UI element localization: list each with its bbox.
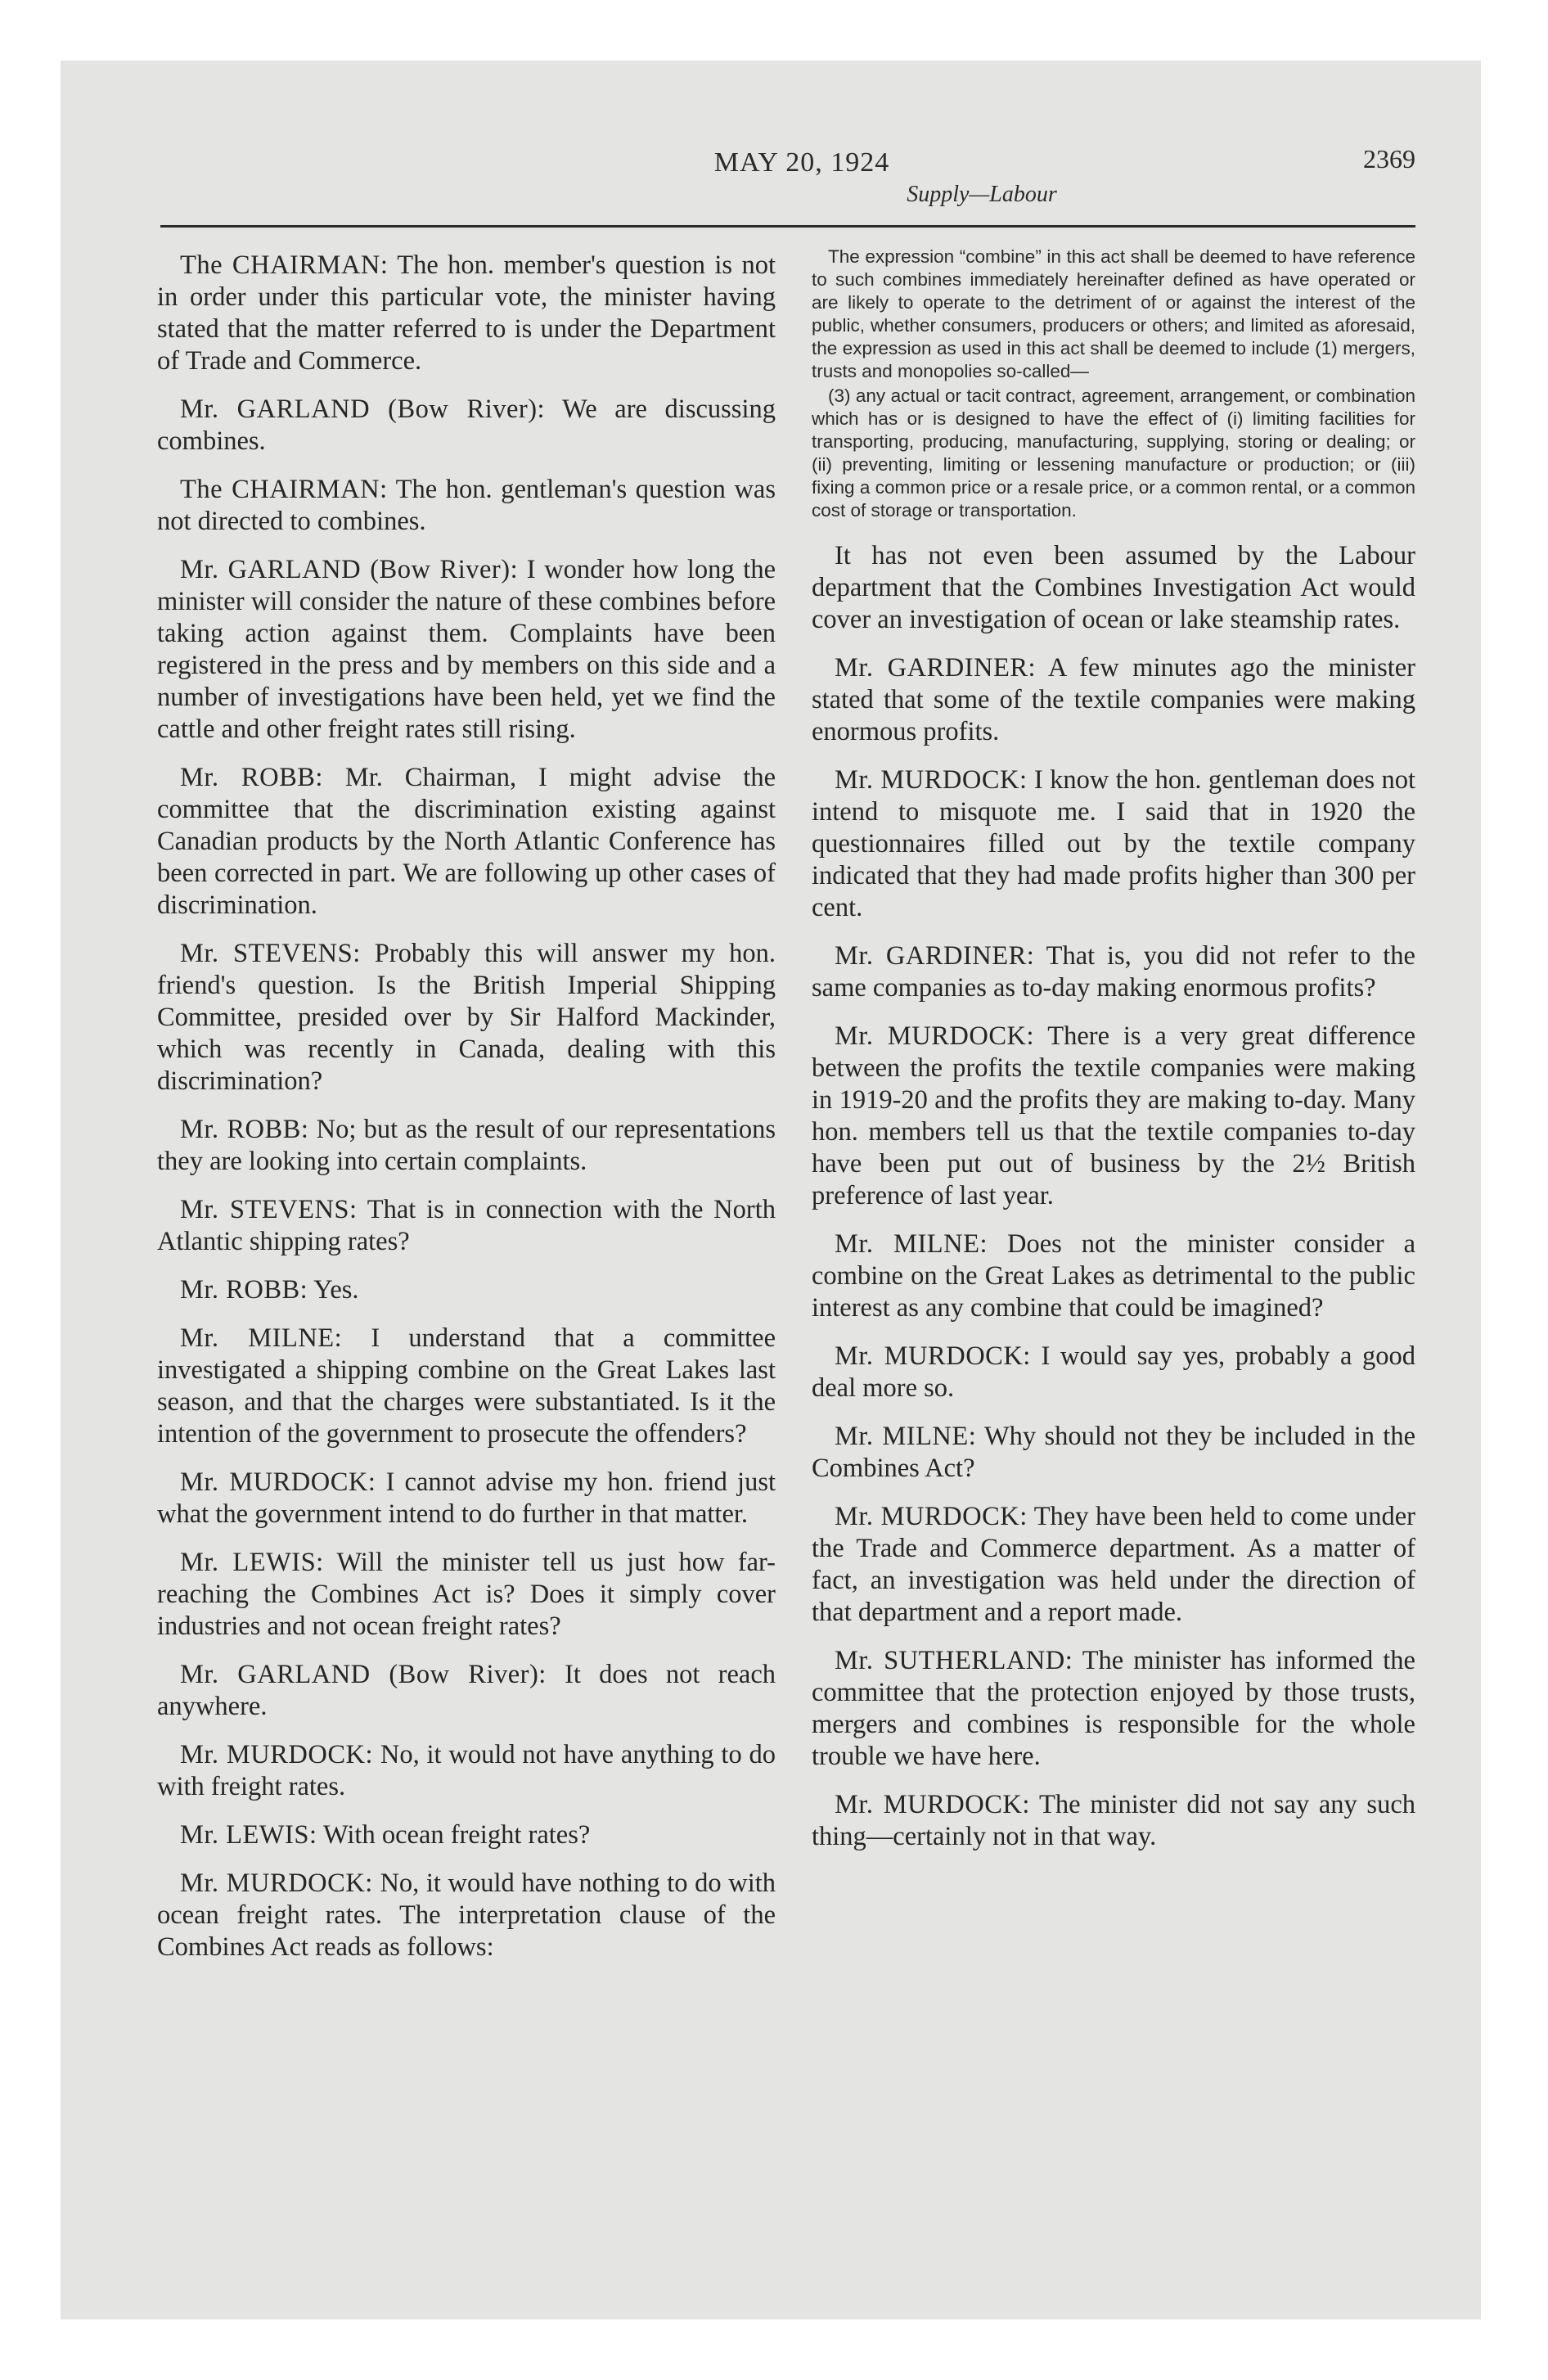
speech-text: The hon. gentleman's question was not directed to combines.: [157, 475, 776, 536]
speech-text: Does not the minister consider a combine on the Great Lakes as detrimental to the public interest as any combine that could be imagined?: [812, 1229, 1415, 1323]
paragraph: [812, 1228, 1415, 1324]
paragraph: [157, 250, 776, 377]
quote-paragraph: The expression “combine” in this act shall be deemed to have reference to such combines immediately hereinafter defined as have operated or are likely to operate to the detriment of or against the interest of the public, whether consumers, producers or others; and limited as aforesaid, the expression as used in this act shall be deemed to include (1) mergers, trusts and monopolies so-called—: [812, 246, 1415, 381]
quote-paragraph: (3) any actual or tacit contract, agreement, arrangement, or combination which has or is designed to have the effect of (i) limiting facilities for transporting, producing, manufacturing, supplying, storing or dealing; or (ii) preventing, limiting or lessening manufacture or production; or (iii) fixing a common price or a resale price, or a common rental, or a common cost of storage or transportation.: [812, 385, 1415, 521]
paragraph: [812, 1341, 1415, 1404]
paragraph: [812, 1789, 1415, 1853]
paragraph: [157, 1659, 776, 1723]
speech-text: We are discussing combines.: [157, 394, 776, 456]
paragraph: [812, 940, 1415, 1004]
paragraph: [157, 1274, 776, 1306]
paragraph: [157, 938, 776, 1098]
right-column: [812, 246, 1415, 1869]
speaker-name: Mr. MURDOCK:: [835, 1341, 1031, 1371]
header-rule: [160, 225, 1415, 228]
paragraph: [157, 1114, 776, 1178]
speaker-name: The CHAIRMAN:: [180, 250, 389, 280]
speaker-name: Mr. GARDINER:: [835, 941, 1035, 971]
paragraph: [812, 652, 1415, 748]
speech-text: With ocean freight rates?: [323, 1820, 591, 1850]
speech-text: The hon. member's question is not in order under this particular vote, the minister having stated that the matter referred to is under the Department of Trade and Commerce.: [157, 250, 776, 376]
speaker-name: Mr. MILNE:: [835, 1422, 977, 1451]
paragraph: [157, 1323, 776, 1450]
speaker-name: Mr. LEWIS:: [180, 1820, 317, 1850]
speech-text: I cannot advise my hon. friend just what the government intend to do further in that matter.: [157, 1467, 776, 1529]
paragraph: [812, 764, 1415, 924]
speaker-name: Mr. MURDOCK:: [180, 1868, 373, 1898]
speech-text: It does not reach anywhere.: [157, 1660, 776, 1721]
speech-text: I know the hon. gentleman does not intend to misquote me. I said that in 1920 the questionnaires filled out by the textile company indicated that they had made profits higher than 300 per cent.: [812, 765, 1416, 922]
speaker-name: Mr. MURDOCK:: [835, 765, 1028, 795]
speaker-name: Mr. SUTHERLAND:: [835, 1646, 1073, 1675]
header-date: MAY 20, 1924: [713, 147, 890, 178]
speech-text: The minister has informed the committee that the protection enjoyed by those trusts, mergers and combines is responsible for the whole trouble we have here.: [812, 1646, 1415, 1771]
speaker-name: The CHAIRMAN:: [180, 475, 388, 504]
paragraph: [157, 1467, 776, 1530]
paragraph: [157, 1194, 776, 1258]
speaker-name: Mr. GARLAND (Bow River):: [180, 394, 546, 424]
speech-text: I would say yes, probably a good deal more so.: [812, 1341, 1416, 1403]
speech-text: That is, you did not refer to the same companies as to-day making enormous profits?: [812, 941, 1415, 1003]
paragraph: [157, 394, 776, 458]
speaker-name: Mr. LEWIS:: [180, 1548, 324, 1577]
quoted-statute: [812, 246, 1415, 522]
speech-text: That is in connection with the North Atlantic shipping rates?: [157, 1195, 776, 1256]
paragraph: [157, 1819, 776, 1851]
speaker-name: Mr. ROBB:: [180, 1275, 308, 1305]
speech-text: The minister did not say any such thing—certainly not in that way.: [812, 1790, 1415, 1851]
left-column: [157, 250, 776, 1980]
page-number: 2369: [1363, 144, 1415, 174]
speech-text: There is a very great difference between the profits the textile companies were making in 1919-20 and the profits they are making to-day. Many hon. members tell us that the textile companies to-day have been put out of business by the 2½ British preference of last year.: [812, 1021, 1415, 1210]
speaker-name: Mr. MILNE:: [835, 1229, 988, 1259]
speech-text: Why should not they be included in the Combines Act?: [812, 1422, 1415, 1483]
paragraph: [157, 1547, 776, 1643]
speaker-name: Mr. GARLAND (Bow River):: [180, 1660, 547, 1689]
speaker-name: Mr. MURDOCK:: [180, 1467, 376, 1497]
speech-text: They have been held to come under the Trade and Commerce department. As a matter of fact, an investigation was held under the direction of that department and a report made.: [812, 1502, 1415, 1627]
speech-text: No; but as the result of our representations they are looking into certain complaints.: [157, 1115, 776, 1176]
speaker-name: Mr. MURDOCK:: [835, 1502, 1028, 1531]
paragraph: [812, 1021, 1415, 1212]
paragraph: [157, 474, 776, 538]
paragraph: [812, 540, 1415, 636]
speaker-name: Mr. MURDOCK:: [180, 1740, 374, 1769]
speech-text: Will the minister tell us just how far-reaching the Combines Act is? Does it simply cover industries and not ocean freight rates?: [157, 1548, 776, 1641]
paragraph: [812, 1501, 1415, 1629]
speaker-name: Mr. MURDOCK:: [835, 1021, 1035, 1051]
speaker-name: Mr. MURDOCK:: [835, 1790, 1030, 1819]
speaker-name: Mr. ROBB:: [180, 1115, 309, 1144]
speech-text: I understand that a committee investigated a shipping combine on the Great Lakes last season, and that the charges were substantiated. Is it the intention of the government to prosecute the offenders?: [157, 1323, 776, 1449]
paragraph: [157, 762, 776, 922]
speaker-name: Mr. GARLAND (Bow River):: [180, 555, 519, 584]
speech-text: No, it would have nothing to do with ocean freight rates. The interpretation clause of the Combines Act reads as follows:: [157, 1868, 776, 1962]
speech-text: A few minutes ago the minister stated that some of the textile companies were making enormous profits.: [812, 653, 1415, 746]
speaker-name: Mr. GARDINER:: [835, 653, 1037, 683]
paragraph: [157, 1868, 776, 1963]
speech-text: Mr. Chairman, I might advise the committee that the discrimination existing against Canadian products by the North Atlantic Conference has been corrected in part. We are following up other cases of discrimination.: [157, 763, 776, 920]
section-title: Supply—Labour: [907, 182, 1057, 207]
speech-text: I wonder how long the minister will consider the nature of these combines before taking action against them. Complaints have been registered in the press and by members on this side and a number of investigations have been held, yet we find the cattle and other freight rates still rising.: [157, 555, 776, 744]
paragraph: [157, 554, 776, 746]
speech-text: Yes.: [313, 1275, 359, 1305]
speaker-name: Mr. MILNE:: [180, 1323, 343, 1353]
speaker-name: Mr. ROBB:: [180, 763, 323, 792]
speech-text: Probably this will answer my hon. friend's question. Is the British Imperial Shipping Committee, presided over by Sir Halford Mackinder, which was recently in Canada, dealing with this discrimination?: [157, 939, 776, 1096]
paragraph: [157, 1739, 776, 1803]
speech-text: No, it would not have anything to do with freight rates.: [157, 1740, 776, 1801]
speaker-name: Mr. STEVENS:: [180, 1195, 358, 1224]
paragraph: [812, 1421, 1415, 1485]
speaker-name: Mr. STEVENS:: [180, 939, 361, 968]
paragraph: [812, 1645, 1415, 1773]
speech-text: It has not even been assumed by the Labour department that the Combines Investigation Act would cover an investigation of ocean or lake steamship rates.: [812, 541, 1415, 634]
